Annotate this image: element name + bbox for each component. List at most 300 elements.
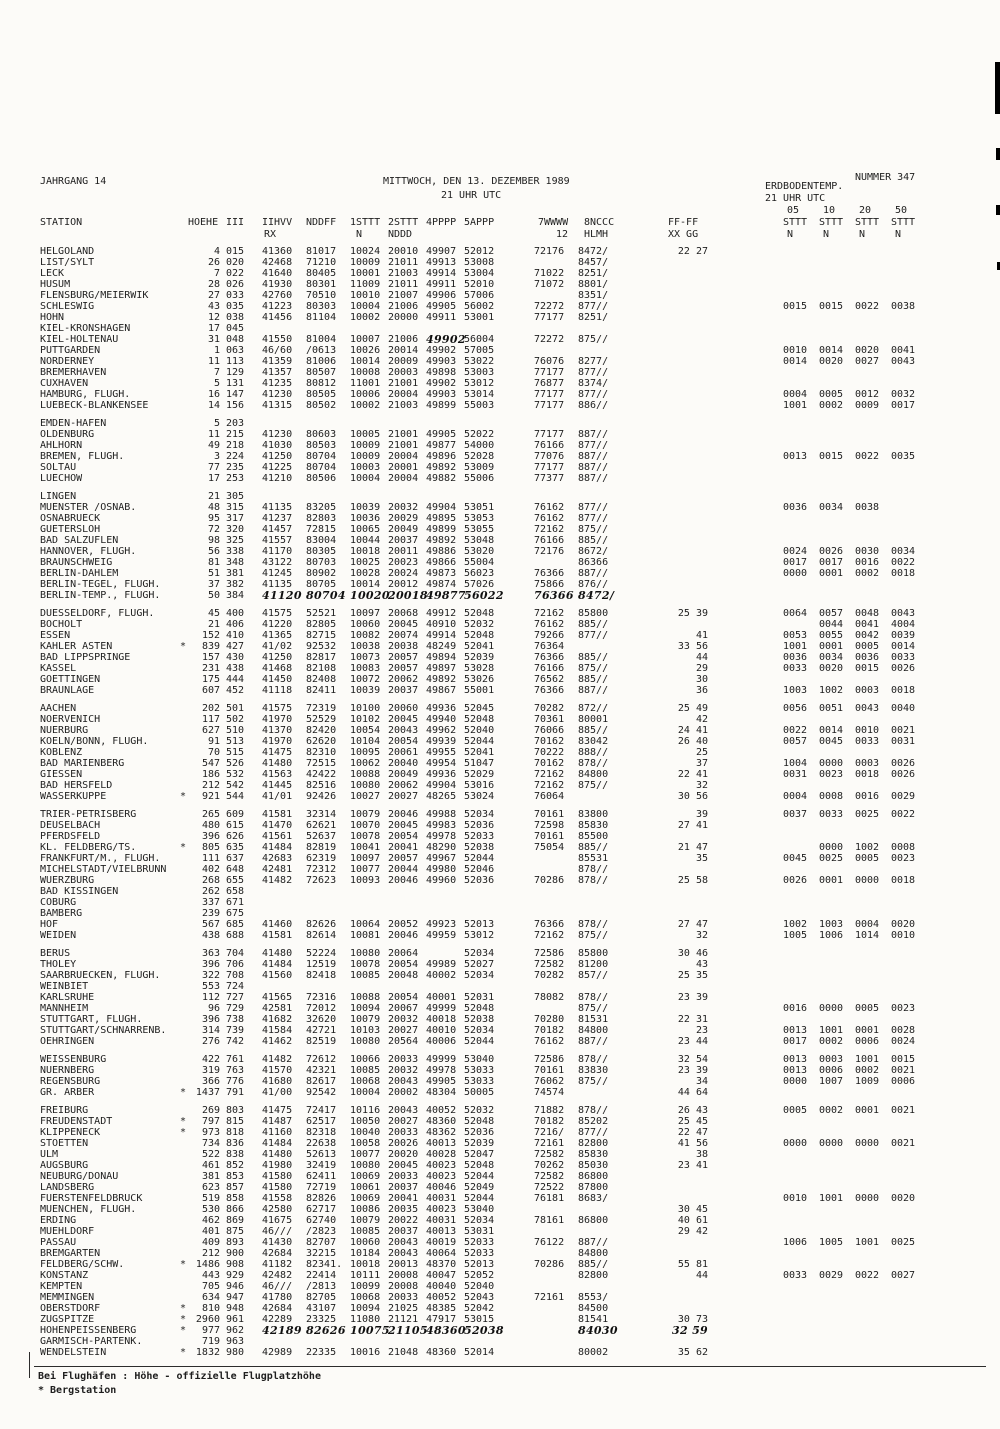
cell-nccc: 877// [578,1127,609,1138]
cell-iihvv: 41250 [262,451,293,462]
cell-www: 76364 [534,641,565,652]
cell-hoehe: 21 [207,619,220,630]
cell-station: KONSTANZ [40,1270,89,1281]
table-row [40,652,960,663]
table-row [40,1303,960,1314]
cell-t2: 20064 [388,948,419,959]
cell-e10: 0000 [819,1003,844,1014]
cell-e20: 0018 [855,769,880,780]
cell-nccc: 85531 [578,853,609,864]
cell-www: 70280 [534,1014,565,1025]
cell-appp: 53015 [464,1314,495,1325]
cell-iihvv: 41235 [262,378,293,389]
cell-station: KOELN/BONN, FLUGH. [40,736,149,747]
cell-www: 72162 [534,930,565,941]
cell-hoehe: 363 [201,948,220,959]
cell-pppp: 49978 [426,1065,457,1076]
cell-iii: 948 [226,1303,245,1314]
cell-iii: 320 [226,524,245,535]
cell-t1: 11080 [350,1314,381,1325]
cell-nccc: 885// [578,535,609,546]
cell-nddff: 32620 [306,1014,337,1025]
cell-t2: 20041 [388,842,419,853]
cell-station: SOLTAU [40,462,77,473]
cell-t2: 20027 [388,1116,419,1127]
cell-e20: 0003 [855,685,880,696]
cell-e50: 0025 [891,1237,916,1248]
cell-station: HELGOLAND [40,246,95,257]
cell-nccc: 84500 [578,1303,609,1314]
cell-station: OLDENBURG [40,429,95,440]
cell-station: STUTTGART/SCHNARRENB. [40,1025,167,1036]
cell-nccc: 885// [578,674,609,685]
cell-pppp: 48360 [426,1116,457,1127]
scan-edge-mark [996,205,1000,215]
cell-appp: 53012 [464,930,495,941]
cell-station: NOERVENICH [40,714,101,725]
cell-e20: 0016 [855,791,880,802]
cell-appp: 51047 [464,758,495,769]
cell-appp: 56022 [464,589,504,602]
cell-hoehe: 269 [201,1105,220,1116]
cell-ffff: 25 45 [677,1116,708,1127]
cell-appp: 52038 [464,842,495,853]
cell-e05: 0022 [783,725,808,736]
cell-t1: 10003 [350,462,381,473]
cell-e50: 0021 [891,725,916,736]
cell-appp: 52046 [464,864,495,875]
table-row [40,1237,960,1248]
cell-t2: 20067 [388,1003,419,1014]
col-8nccc: 8NCCC [584,217,615,228]
cell-pppp: 49905 [426,1076,457,1087]
table-row [40,323,960,334]
cell-e05: 1002 [783,919,808,930]
cell-nccc: 85800 [578,608,609,619]
cell-t2: 21007 [388,290,419,301]
table-row [40,685,960,696]
cell-t1: 10085 [350,1065,381,1076]
cell-nddff: 72319 [306,703,337,714]
cell-pppp: 48362 [426,1127,457,1138]
cell-www: 76366 [534,919,565,930]
cell-e20: 0002 [855,568,880,579]
cell-pppp: 49892 [426,674,457,685]
cell-www: 70361 [534,714,565,725]
cell-iihvv: 41230 [262,389,293,400]
cell-iihvv: 42989 [262,1347,293,1358]
table-row [40,451,960,462]
cell-nddff: 81017 [306,246,337,257]
cell-e10: 0015 [819,451,844,462]
cell-nccc: 877// [578,301,609,312]
cell-pppp: 49895 [426,513,457,524]
cell-nddff: 82617 [306,1076,337,1087]
cell-www: 76366 [534,589,574,602]
cell-e05: 1005 [783,930,808,941]
cell-e20: 0036 [855,652,880,663]
cell-e10: 0015 [819,301,844,312]
cell-hoehe: 337 [201,897,220,908]
cell-t2: 20046 [388,875,419,886]
cell-nccc: 877// [578,502,609,513]
cell-t2: 20032 [388,1014,419,1025]
cell-hoehe: 480 [201,820,220,831]
cell-e05: 0033 [783,1270,808,1281]
cell-iihvv: 41450 [262,674,293,685]
cell-iihvv: 41360 [262,246,293,257]
cell-t2: 20003 [388,367,419,378]
cell-pppp: 49877 [426,440,457,451]
cell-pppp: 40040 [426,1281,457,1292]
cell-pppp: 48290 [426,842,457,853]
cell-e20: 0000 [855,1138,880,1149]
cell-iii: 502 [226,714,245,725]
cell-e10: 1002 [819,685,844,696]
table-row [40,400,960,411]
cell-station: HOHN [40,312,65,323]
cell-hoehe: 239 [201,908,220,919]
cell-e20: 0005 [855,641,880,652]
cell-iii: 946 [226,1281,245,1292]
cell-www: 76076 [534,356,565,367]
cell-t2: 20043 [388,1105,419,1116]
cell-hoehe: 396 [201,1014,220,1025]
cell-station: KL. FELDBERG/TS. [40,842,137,853]
cell-pppp: 48249 [426,641,457,652]
cell-station: NUERBURG [40,725,89,736]
table-row [40,714,960,725]
cell-hoehe: 2960 [195,1314,220,1325]
table-row [40,1025,960,1036]
cell-nddff: 52529 [306,714,337,725]
table-row [40,290,960,301]
cell-www: 72176 [534,546,565,557]
cell-www: 76166 [534,440,565,451]
cell-e20: 0001 [855,1105,880,1116]
cell-nccc: 84030 [578,1324,618,1337]
cell-iihvv: 46/60 [262,345,293,356]
cell-hoehe: 567 [201,919,220,930]
cell-e10: 0002 [819,1036,844,1047]
cell-e05: 0013 [783,1054,808,1065]
cell-e05: 1001 [783,400,808,411]
cell-e10: 0000 [819,1138,844,1149]
cell-appp: 52034 [464,809,495,820]
cell-iihvv: 41210 [262,473,293,484]
cell-station: BAD LIPPSPRINGE [40,652,131,663]
cell-station: OSNABRUECK [40,513,101,524]
cell-iii: 038 [226,312,245,323]
table-row [40,1116,960,1127]
cell-www: 77177 [534,429,565,440]
cell-t2: 21001 [388,378,419,389]
cell-iihvv: 41484 [262,959,293,970]
cell-station: AACHEN [40,703,77,714]
cell-t1: 10078 [350,959,381,970]
cell-e20: 0027 [855,356,880,367]
cell-t1: 10100 [350,703,381,714]
cell-t2: 20037 [388,685,419,696]
cell-nccc: 886// [578,400,609,411]
table-row [40,1347,960,1358]
cell-nddff: 80301 [306,279,337,290]
cell-e50: 0033 [891,652,916,663]
cell-nddff: 80506 [306,473,337,484]
cell-nccc: 878// [578,864,609,875]
cell-ffff: 25 49 [677,703,708,714]
cell-iihvv: 42684 [262,1303,293,1314]
cell-t2: 20018 [388,589,428,602]
cell-e05: 0004 [783,389,808,400]
cell-iihvv: 42289 [262,1314,293,1325]
cell-nddff: 52224 [306,948,337,959]
table-row [40,1160,960,1171]
cell-iii: 738 [226,1014,245,1025]
cell-iihvv: 41/00 [262,1087,293,1098]
cell-appp: 53001 [464,312,495,323]
cell-nddff: 80705 [306,579,337,590]
table-row [40,864,960,875]
cell-nddff: 82819 [306,842,337,853]
cell-t1: 10018 [350,1259,381,1270]
cell-pppp: 40019 [426,1237,457,1248]
cell-appp: 52048 [464,608,495,619]
cell-pppp: 40064 [426,1248,457,1259]
cell-e05: 0026 [783,875,808,886]
cell-www: 72586 [534,1054,565,1065]
cell-iihvv: 41230 [262,429,293,440]
cell-ffff: 22 31 [677,1014,708,1025]
cell-t2: 20049 [388,524,419,535]
cell-iii: 542 [226,780,245,791]
cell-station: KARLSRUHE [40,992,95,1003]
cell-e50: 0020 [891,1193,916,1204]
cell-pppp: 40002 [426,970,457,981]
table-row [40,970,960,981]
cell-nddff: 43107 [306,1303,337,1314]
cell-t2: 20061 [388,747,419,758]
cell-e05: 0017 [783,1036,808,1047]
cell-iii: 908 [226,1259,245,1270]
cell-t1: 10008 [350,367,381,378]
cell-e50: 0032 [891,389,916,400]
cell-station: LIST/SYLT [40,257,95,268]
cell-station: FELDBERG/SCHW. [40,1259,125,1270]
cell-nddff: 80703 [306,557,337,568]
cell-appp: 53003 [464,367,495,378]
cell-e20: 0025 [855,809,880,820]
cell-ffff: 24 41 [677,725,708,736]
cell-nccc: 872// [578,703,609,714]
cell-iihvv: 41456 [262,312,293,323]
cell-appp: 53033 [464,1065,495,1076]
cell-hoehe: 366 [201,1076,220,1087]
cell-t2: 20040 [388,758,419,769]
cell-t1: 11009 [350,279,381,290]
station-group [40,1105,960,1358]
cell-www: 76366 [534,685,565,696]
cell-e20: 0005 [855,1003,880,1014]
cell-t2: 20027 [388,1025,419,1036]
cell-iihvv: 42683 [262,853,293,864]
cell-hoehe: 48 [207,502,220,513]
soil-depth-50: 50 [895,205,908,216]
cell-iii: 853 [226,1171,245,1182]
cell-hoehe: 443 [201,1270,220,1281]
cell-www: 76166 [534,535,565,546]
col-iii: III [226,217,245,228]
cell-iii: 131 [226,378,245,389]
cell-pppp: 47917 [426,1314,457,1325]
cell-www: 77177 [534,367,565,378]
cell-appp: 52033 [464,1248,495,1259]
cell-t1: 10075 [350,1324,390,1337]
cell-station: KOBLENZ [40,747,83,758]
col-ffff: FF-FF [668,217,699,228]
cell-ffff: 23 44 [677,1036,708,1047]
cell-iihvv: 42581 [262,1003,293,1014]
cell-t1: 10039 [350,502,381,513]
cell-hoehe: 634 [201,1292,220,1303]
cell-appp: 53008 [464,257,495,268]
cell-iihvv: 43122 [262,557,293,568]
cell-iii: 515 [226,747,245,758]
cell-e05: 0017 [783,557,808,568]
cell-t1: 10040 [350,1127,381,1138]
cell-iii: 857 [226,1182,245,1193]
cell-t1: 10068 [350,1292,381,1303]
cell-nddff: 62740 [306,1215,337,1226]
cell-pppp: 49988 [426,809,457,820]
table-row [40,853,960,864]
cell-e20: 0020 [855,345,880,356]
cell-nddff: 32215 [306,1248,337,1259]
cell-t1: 10002 [350,312,381,323]
cell-appp: 52034 [464,1215,495,1226]
cell-iii: 742 [226,1036,245,1047]
cell-hoehe: 1437 [195,1087,220,1098]
cell-nddff: 82614 [306,930,337,941]
cell-hoehe: 973 [201,1127,220,1138]
cell-e05: 0016 [783,1003,808,1014]
cell-iihvv: 41237 [262,513,293,524]
cell-t2: 20010 [388,246,419,257]
cell-nccc: 8251/ [578,312,609,323]
cell-appp: 52028 [464,451,495,462]
cell-iihvv: 41581 [262,809,293,820]
cell-hoehe: 396 [201,831,220,842]
table-row [40,1076,960,1087]
cell-e50: 0034 [891,546,916,557]
cell-t2: 20023 [388,557,419,568]
cell-pppp: 49903 [426,356,457,367]
cell-nccc: 885// [578,619,609,630]
cell-iihvv: 41160 [262,1127,293,1138]
cell-iii: 235 [226,462,245,473]
cell-station: SCHLESWIG [40,301,95,312]
cell-pppp: 49911 [426,312,457,323]
cell-station: HANNOVER, FLUGH. [40,546,137,557]
cell-nddff: 82318 [306,1127,337,1138]
cell-t2: 20054 [388,992,419,1003]
cell-station: BERUS [40,948,71,959]
cell-iihvv: 41245 [262,568,293,579]
cell-appp: 53022 [464,356,495,367]
cell-hoehe: 28 [207,279,220,290]
cell-iihvv: 41135 [262,502,293,513]
cell-t2: 20062 [388,674,419,685]
footnote-bergstation: * Bergstation [38,1385,117,1396]
cell-station: MUENCHEN, FLUGH. [40,1204,137,1215]
cell-appp: 52032 [464,619,495,630]
cell-nccc: 85830 [578,820,609,831]
table-row [40,992,960,1003]
cell-iii: 838 [226,1149,245,1160]
cell-e50: 0014 [891,641,916,652]
cell-e05: 1003 [783,685,808,696]
cell-e20: 0038 [855,502,880,513]
cell-pppp: 40013 [426,1226,457,1237]
cell-e05: 1001 [783,641,808,652]
col-station: STATION [40,217,83,228]
cell-iii: 513 [226,736,245,747]
cell-e05: 0005 [783,1105,808,1116]
cell-iihvv: 41220 [262,619,293,630]
cell-e50: 0023 [891,853,916,864]
cell-e20: 1014 [855,930,880,941]
cell-appp: 52044 [464,736,495,747]
table-row [40,747,960,758]
cell-nccc: 84800 [578,769,609,780]
cell-e20: 1001 [855,1237,880,1248]
cell-e10: 0044 [819,619,844,630]
cell-e20: 0022 [855,451,880,462]
cell-www: 76162 [534,502,565,513]
cell-pppp: 49898 [426,367,457,378]
cell-hoehe: 152 [201,630,220,641]
cell-station: BREMGARTEN [40,1248,101,1259]
cell-nddff: /0613 [306,345,337,356]
soil-sttt-3: STTT [855,217,880,228]
station-group [40,491,960,601]
cell-iihvv: 41558 [262,1193,293,1204]
cell-ffff: 44 [695,1270,708,1281]
cell-iihvv: 41675 [262,1215,293,1226]
cell-iii: 963 [226,1336,245,1347]
cell-appp: 52033 [464,831,495,842]
cell-ffff: 32 [695,780,708,791]
cell-iii: 410 [226,630,245,641]
cell-star: * [180,1087,187,1098]
cell-ffff: 22 41 [677,769,708,780]
cell-t2: 20029 [388,513,419,524]
cell-iihvv: 41487 [262,1116,293,1127]
cell-nddff: 80405 [306,268,337,279]
cell-t2: 21003 [388,268,419,279]
cell-nccc: 85800 [578,948,609,959]
cell-www: 72162 [534,524,565,535]
col-n: N [356,229,363,240]
cell-t1: 10097 [350,853,381,864]
cell-nccc: 87800 [578,1182,609,1193]
cell-hoehe: 461 [201,1160,220,1171]
cell-ffff: 37 [695,758,708,769]
cell-station: DEUSELBACH [40,820,101,831]
cell-e05: 0010 [783,1193,808,1204]
cell-appp: 53020 [464,546,495,557]
cell-www: 76162 [534,513,565,524]
